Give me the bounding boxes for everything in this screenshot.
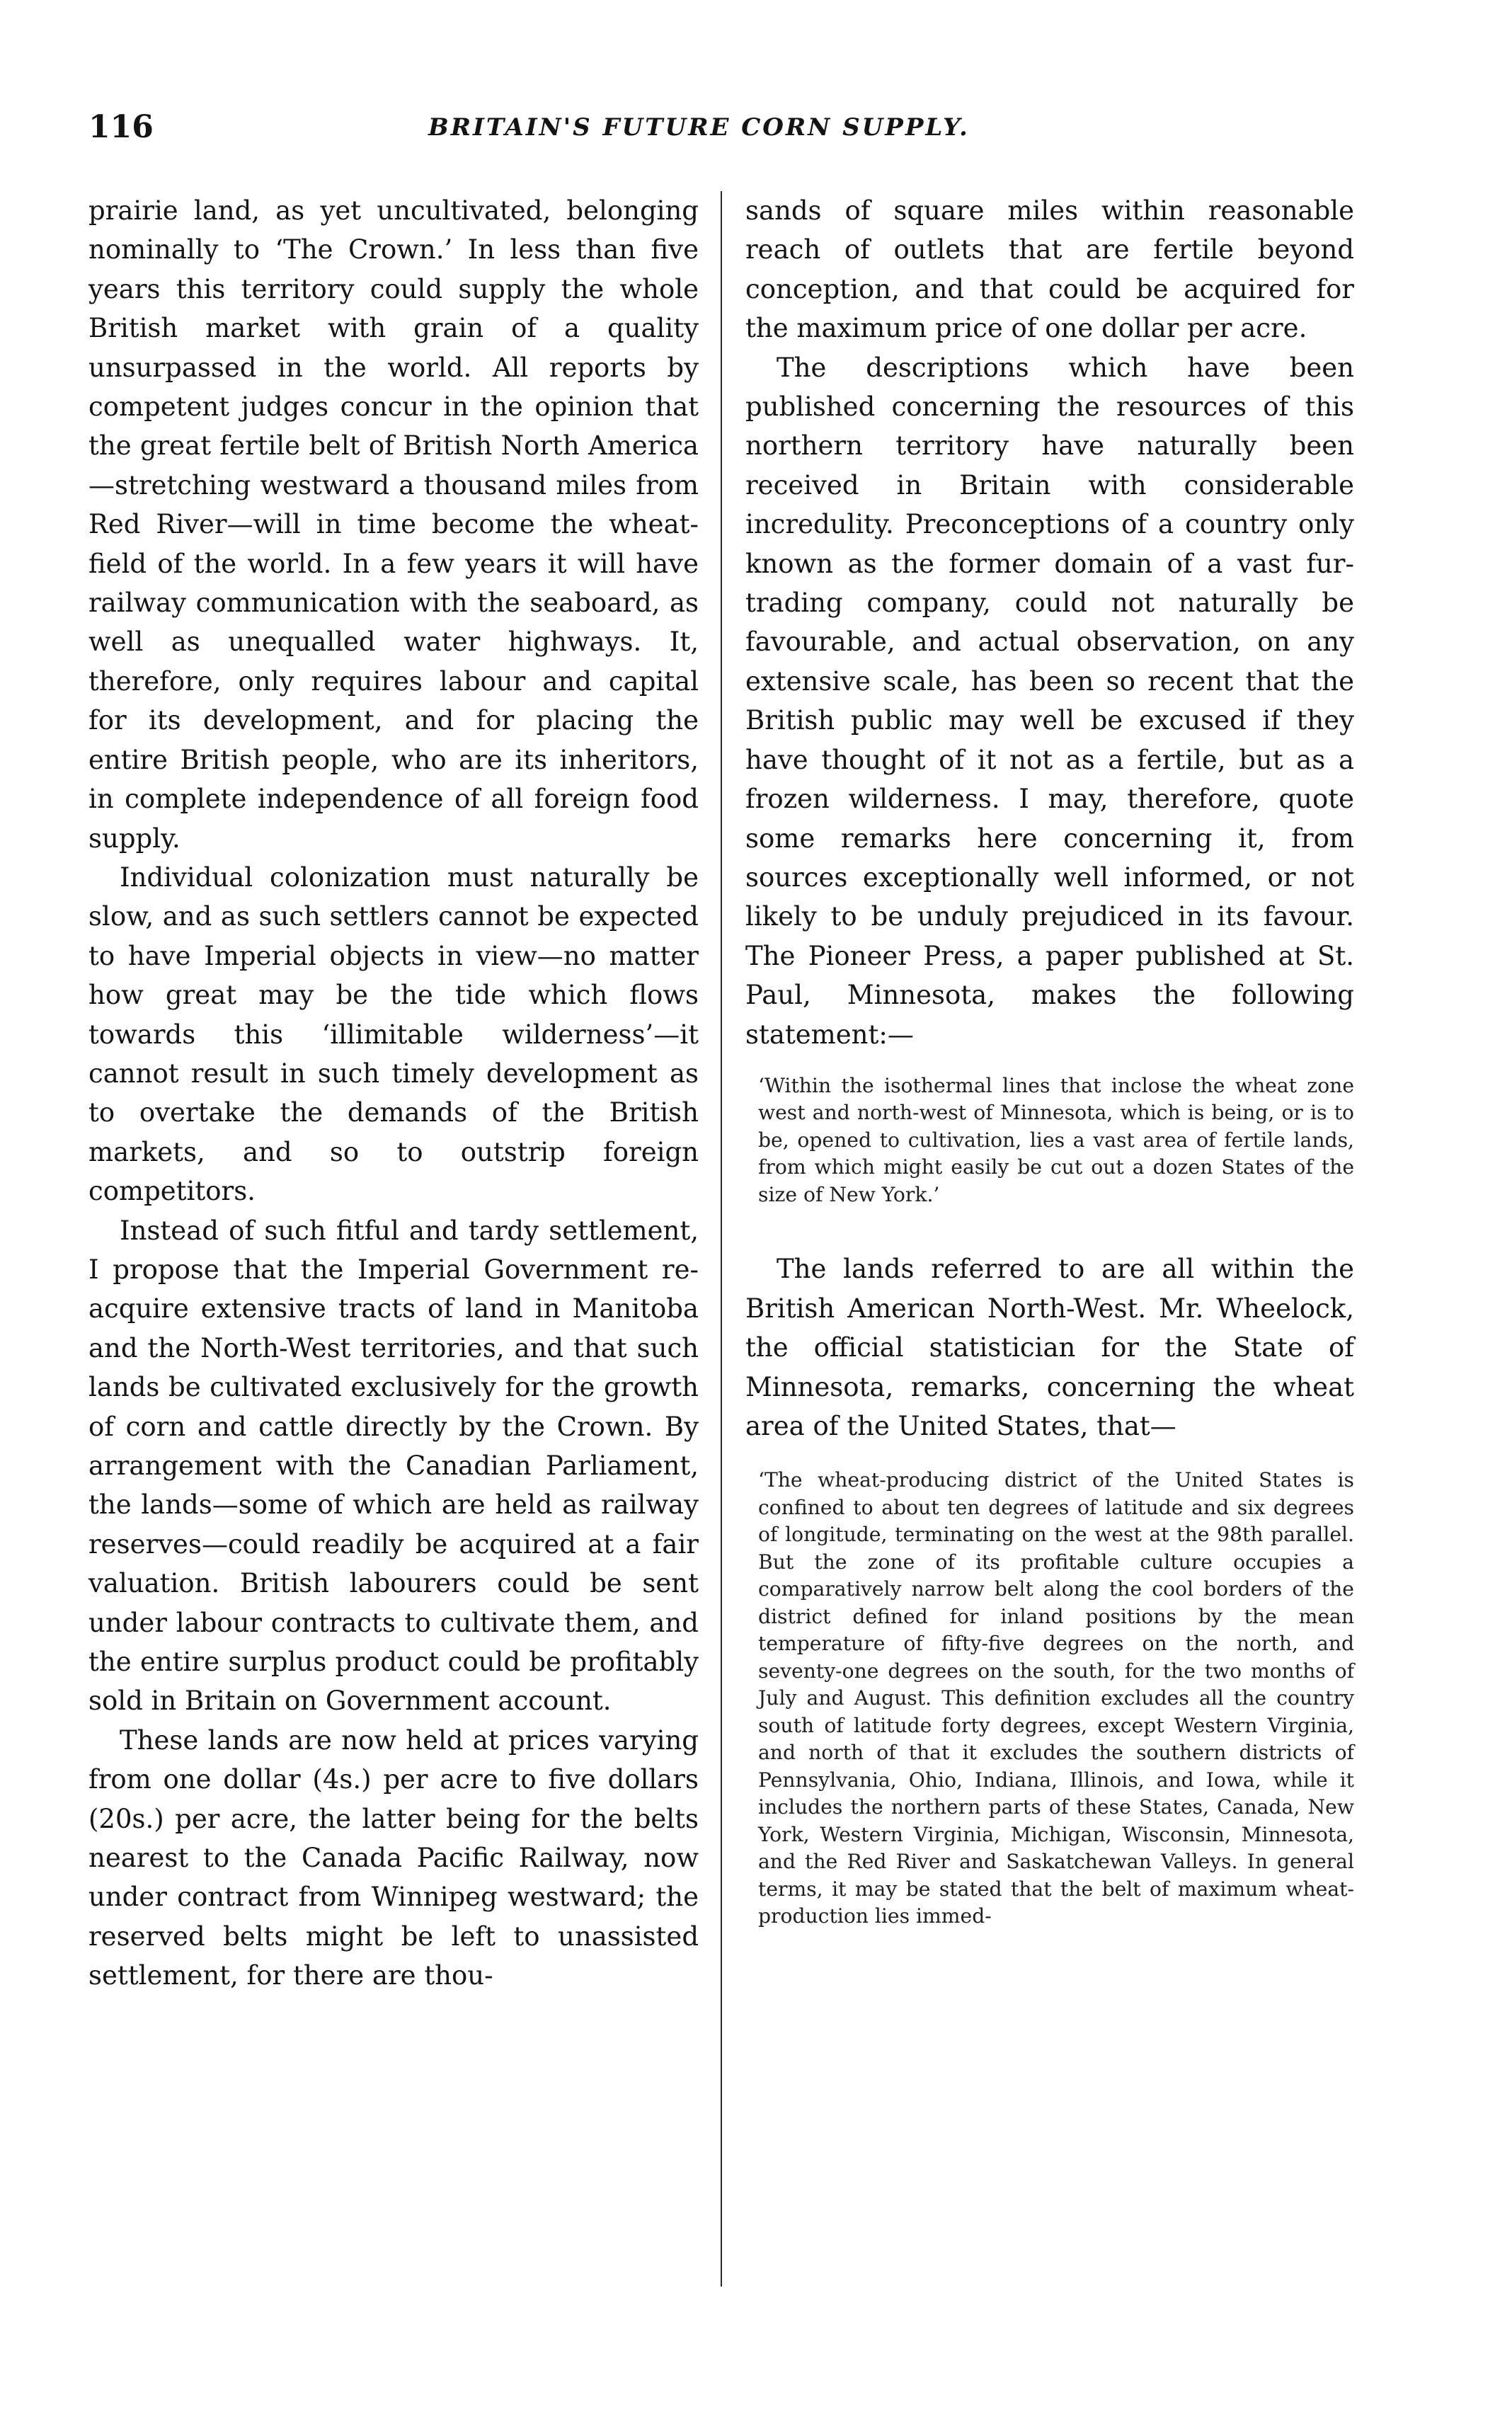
running-title: BRITAIN'S FUTURE CORN SUPPLY.	[428, 113, 970, 142]
paragraph-descriptions: The descriptions which have been published concerning the resources of this northern territory have naturally been received in Britain with considerable incredulity. Preconceptions of a country only known as the former domain of a vast fur-trading company, could not naturally be favourable, and actual observation, on any extensive scale, has been so recent that the British public may well be excused if they have thought of it not as a fertile, but as a frozen wilderness. I may, therefore, quote some remarks here concerning it, from sources exceptionally well informed, or not likely to be unduly prejudiced in its favour. The Pioneer Press, a paper published at St. Paul, Minnesota, makes the following statement:—	[745, 352, 1354, 1050]
column-divider	[721, 191, 722, 2287]
paragraph-land-prices: These lands are now held at prices varying from one dollar (4s.) per acre to five dollars (20s.) per acre, the latter being for the belts nearest to the Canada Pacific Railway, now under contract from Winnipeg westward; the reserved belts might be left to unassisted settlement, for there are thou-	[88, 1724, 699, 1991]
quote-pioneer-press: ‘Within the isothermal lines that inclose the wheat zone west and north-west of Minnesota, which is being, or is to be, opened to cultivation, lies a vast area of fertile lands, from which might easily be cut out a dozen States of the size of New York.’	[758, 1073, 1354, 1206]
paragraph-lands-referred: The lands referred to are all within the British American North-West. Mr. Wheelock, the official statistician for the State of Minnesota, remarks, concerning the wheat area of the United States, that—	[745, 1254, 1354, 1442]
paragraph-individual-colonization: Individual colonization must naturally be slow, and as such settlers cannot be expected to have Imperial objects in view—no matter how great may be the tide which flows towards this ‘illimitable wilderness’—it cannot result in such timely development as to overtake the demands of the British markets, and so to outstrip foreign competitors.	[88, 862, 699, 1207]
quote-wheelock: ‘The wheat-producing district of the United States is confined to about ten degrees of latitude and six degrees of longitude, terminating on the west at the 98th parallel. But the zone of its profitable culture occupies a comparatively narrow belt along the cool borders of the district defined for inland positions by the mean temperature of fifty-five degrees on the north, and seventy-one degrees on the south, for the two months of July and August. This definition excludes all the country south of latitude forty degrees, except Western Virginia, and north of that it excludes the southern districts of Pennsylvania, Ohio, Indiana, Illinois, and Iowa, while it includes the northern parts of these States, Canada, New York, Western Virginia, Michigan, Wisconsin, Minnesota, and the Red River and Saskatchewan Valleys. In general terms, it may be stated that the belt of maximum wheat-production lies immed-	[758, 1468, 1354, 1928]
page-number: 116	[88, 109, 154, 145]
left-column	[88, 191, 699, 1996]
right-column	[745, 191, 1354, 1930]
paragraph-square-miles: sands of square miles within reasonable reach of outlets that are fertile beyond conception, and that could be acquired for the maximum price of one dollar per acre.	[745, 195, 1354, 344]
paragraph-imperial-proposal: Instead of such fitful and tardy settlement, I propose that the Imperial Government re-acquire extensive tracts of land in Manitoba and the North-West territories, and that such lands be cultivated exclusively for the growth of corn and cattle directly by the Crown. By arrangement with the Canadian Parliament, the lands—some of which are held as railway reserves—could readily be acquired at a fair valuation. British labourers could be sent under labour contracts to cultivate them, and the entire surplus product could be profitably sold in Britain on Government account.	[88, 1215, 699, 1717]
page-header	[88, 106, 1363, 149]
paragraph-prairie-land: prairie land, as yet uncultivated, belonging nominally to ‘The Crown.’ In less than five years this territory could supply the whole British market with grain of a quality unsurpassed in the world. All reports by competent judges concur in the opinion that the great fertile belt of British North America—stretching westward a thousand miles from Red River—will in time become the wheat-field of the world. In a few years it will have railway communication with the seaboard, as well as unequalled water highways. It, therefore, only requires labour and capital for its development, and for placing the entire British people, who are its inheritors, in complete independence of all foreign food supply.	[88, 195, 699, 854]
